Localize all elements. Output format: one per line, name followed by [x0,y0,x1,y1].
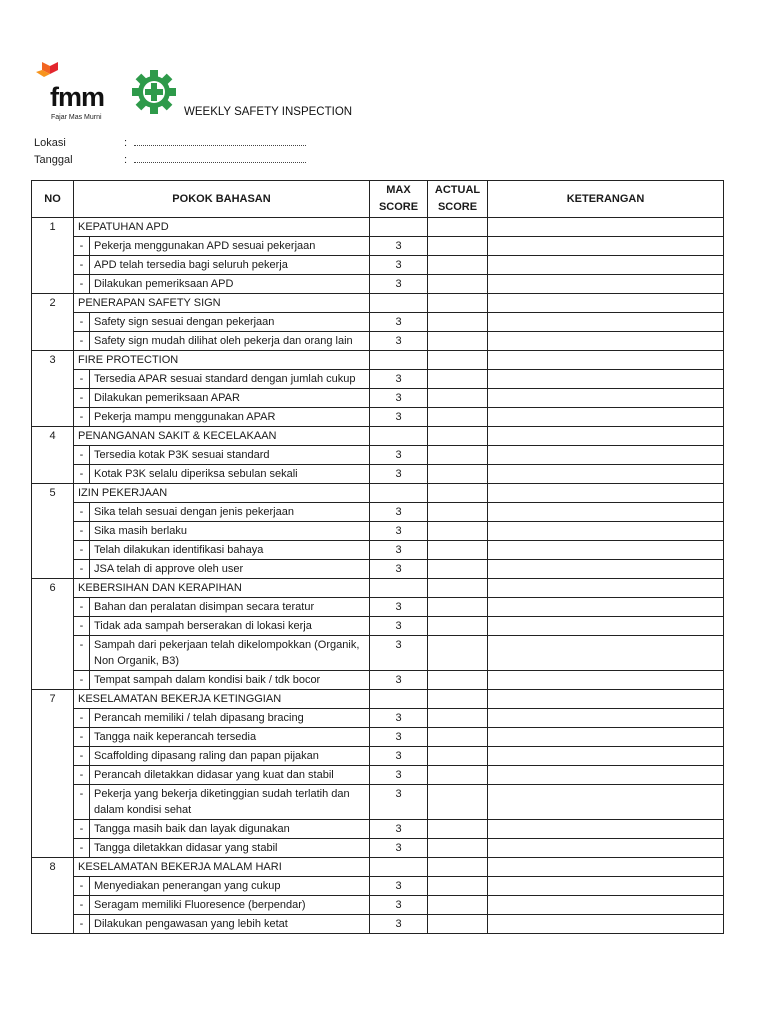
bullet-dash: - [74,541,90,560]
section-notes-cell [488,690,724,709]
section-max-cell [370,218,428,237]
notes-input[interactable] [488,503,724,522]
bullet-dash: - [74,877,90,896]
max-score-value: 3 [370,370,428,389]
bullet-dash: - [74,617,90,636]
bullet-dash: - [74,896,90,915]
section-title: KESELAMATAN BEKERJA MALAM HARI [74,858,370,877]
notes-input[interactable] [488,896,724,915]
notes-input[interactable] [488,598,724,617]
header-no: NO [32,181,74,218]
checklist-row [32,785,724,820]
checklist-item-text: APD telah tersedia bagi seluruh pekerja [90,256,370,275]
checklist-row [32,237,724,256]
max-score-value: 3 [370,766,428,785]
checklist-row [32,636,724,671]
notes-input[interactable] [488,256,724,275]
bullet-dash: - [74,370,90,389]
notes-input[interactable] [488,389,724,408]
section-row [32,427,724,446]
section-row [32,858,724,877]
bullet-dash: - [74,408,90,427]
notes-input[interactable] [488,728,724,747]
max-score-value: 3 [370,839,428,858]
brand-short: fmm [50,82,105,112]
section-row [32,484,724,503]
checklist-item-text: Pekerja menggunakan APD sesuai pekerjaan [90,237,370,256]
actual-score-input[interactable] [428,839,488,858]
max-score-value: 3 [370,275,428,294]
notes-input[interactable] [488,408,724,427]
section-max-cell [370,427,428,446]
actual-score-input[interactable] [428,598,488,617]
checklist-item-text: JSA telah di approve oleh user [90,560,370,579]
section-number: 8 [32,858,74,934]
section-number: 3 [32,351,74,427]
actual-score-input[interactable] [428,785,488,820]
bullet-dash: - [74,237,90,256]
date-blank[interactable] [134,153,306,163]
actual-score-input[interactable] [428,332,488,351]
section-notes-cell [488,218,724,237]
actual-score-input[interactable] [428,747,488,766]
checklist-row [32,747,724,766]
section-max-cell [370,858,428,877]
checklist-row [32,370,724,389]
checklist-row [32,408,724,427]
max-score-value: 3 [370,747,428,766]
header-max-score: MAX SCORE [370,181,428,218]
actual-score-input[interactable] [428,636,488,671]
checklist-item-text: Tangga diletakkan didasar yang stabil [90,839,370,858]
section-notes-cell [488,351,724,370]
checklist-row [32,256,724,275]
checklist-row [32,522,724,541]
checklist-item-text: Perancah diletakkan didasar yang kuat dan stabil [90,766,370,785]
section-actual-cell [428,690,488,709]
inspection-table [31,180,724,934]
notes-input[interactable] [488,709,724,728]
actual-score-input[interactable] [428,389,488,408]
section-row [32,579,724,598]
checklist-item-text: Tangga naik keperancah tersedia [90,728,370,747]
checklist-row [32,839,724,858]
bullet-dash: - [74,313,90,332]
notes-input[interactable] [488,785,724,820]
bullet-dash: - [74,275,90,294]
actual-score-input[interactable] [428,820,488,839]
section-max-cell [370,690,428,709]
section-row [32,690,724,709]
checklist-item-text: Tersedia kotak P3K sesuai standard [90,446,370,465]
notes-input[interactable] [488,915,724,934]
bullet-dash: - [74,915,90,934]
checklist-item-text: Telah dilakukan identifikasi bahaya [90,541,370,560]
notes-input[interactable] [488,820,724,839]
notes-input[interactable] [488,465,724,484]
section-actual-cell [428,351,488,370]
bullet-dash: - [74,636,90,671]
notes-input[interactable] [488,617,724,636]
checklist-row [32,465,724,484]
actual-score-input[interactable] [428,313,488,332]
notes-input[interactable] [488,560,724,579]
checklist-item-text: Kotak P3K selalu diperiksa sebulan sekali [90,465,370,484]
location-field[interactable] [34,136,306,149]
actual-score-input[interactable] [428,617,488,636]
max-score-value: 3 [370,560,428,579]
notes-input[interactable] [488,747,724,766]
bullet-dash: - [74,747,90,766]
checklist-row [32,560,724,579]
checklist-row [32,671,724,690]
section-title: KESELAMATAN BEKERJA KETINGGIAN [74,690,370,709]
actual-score-input[interactable] [428,896,488,915]
max-score-value: 3 [370,785,428,820]
max-score-value: 3 [370,446,428,465]
max-score-value: 3 [370,389,428,408]
bullet-dash: - [74,446,90,465]
notes-input[interactable] [488,313,724,332]
max-score-value: 3 [370,877,428,896]
notes-input[interactable] [488,237,724,256]
checklist-item-text: Tempat sampah dalam kondisi baik / tdk bocor [90,671,370,690]
section-notes-cell [488,427,724,446]
bullet-dash: - [74,839,90,858]
actual-score-input[interactable] [428,256,488,275]
section-title: PENANGANAN SAKIT & KECELAKAAN [74,427,370,446]
section-title: KEBERSIHAN DAN KERAPIHAN [74,579,370,598]
actual-score-input[interactable] [428,446,488,465]
checklist-row [32,728,724,747]
bullet-dash: - [74,598,90,617]
section-row [32,218,724,237]
bullet-dash: - [74,332,90,351]
section-number: 6 [32,579,74,690]
checklist-item-text: Menyediakan penerangan yang cukup [90,877,370,896]
max-score-value: 3 [370,408,428,427]
actual-score-input[interactable] [428,465,488,484]
actual-score-input[interactable] [428,560,488,579]
actual-score-input[interactable] [428,370,488,389]
actual-score-input[interactable] [428,915,488,934]
checklist-row [32,275,724,294]
actual-score-input[interactable] [428,766,488,785]
bullet-dash: - [74,522,90,541]
max-score-value: 3 [370,728,428,747]
checklist-item-text: Perancah memiliki / telah dipasang bracing [90,709,370,728]
checklist-row [32,389,724,408]
section-actual-cell [428,218,488,237]
checklist-item-text: Pekerja yang bekerja diketinggian sudah terlatih dan dalam kondisi sehat [90,785,370,820]
section-number: 4 [32,427,74,484]
location-colon: : [124,137,128,149]
actual-score-input[interactable] [428,728,488,747]
actual-score-input[interactable] [428,877,488,896]
checklist-row [32,313,724,332]
notes-input[interactable] [488,541,724,560]
checklist-item-text: Pekerja mampu menggunakan APAR [90,408,370,427]
actual-score-input[interactable] [428,522,488,541]
actual-score-input[interactable] [428,541,488,560]
checklist-item-text: Bahan dan peralatan disimpan secara teratur [90,598,370,617]
section-actual-cell [428,858,488,877]
actual-score-input[interactable] [428,237,488,256]
bullet-dash: - [74,560,90,579]
section-title: PENERAPAN SAFETY SIGN [74,294,370,313]
notes-input[interactable] [488,446,724,465]
bullet-dash: - [74,671,90,690]
header-topic: POKOK BAHASAN [74,181,370,218]
bullet-dash: - [74,709,90,728]
location-label: Lokasi [34,137,66,149]
date-colon: : [124,154,128,166]
checklist-row [32,446,724,465]
section-notes-cell [488,579,724,598]
date-label: Tanggal [34,154,73,166]
actual-score-input[interactable] [428,275,488,294]
actual-score-input[interactable] [428,503,488,522]
max-score-value: 3 [370,522,428,541]
max-score-value: 3 [370,820,428,839]
location-blank[interactable] [134,136,306,146]
checklist-row [32,617,724,636]
checklist-row [32,541,724,560]
actual-score-input[interactable] [428,709,488,728]
bullet-dash: - [74,465,90,484]
checklist-item-text: Sampah dari pekerjaan telah dikelompokkan (Organik, Non Organik, B3) [90,636,370,671]
checklist-row [32,598,724,617]
checklist-row [32,709,724,728]
table-body [32,218,724,934]
bullet-dash: - [74,766,90,785]
checklist-row [32,877,724,896]
checklist-row [32,503,724,522]
section-notes-cell [488,484,724,503]
section-notes-cell [488,858,724,877]
section-max-cell [370,484,428,503]
checklist-item-text: Sika masih berlaku [90,522,370,541]
notes-input[interactable] [488,877,724,896]
brand-full: Fajar Mas Murni [51,114,102,121]
notes-input[interactable] [488,332,724,351]
notes-input[interactable] [488,636,724,671]
max-score-value: 3 [370,915,428,934]
section-number: 7 [32,690,74,858]
notes-input[interactable] [488,522,724,541]
table-header-row [32,181,724,218]
checklist-item-text: Tersedia APAR sesuai standard dengan jumlah cukup [90,370,370,389]
max-score-value: 3 [370,896,428,915]
max-score-value: 3 [370,671,428,690]
checklist-item-text: Dilakukan pemeriksaan APAR [90,389,370,408]
header-notes: KETERANGAN [488,181,724,218]
max-score-value: 3 [370,503,428,522]
bullet-dash: - [74,820,90,839]
section-actual-cell [428,484,488,503]
checklist-row [32,915,724,934]
document-title: WEEKLY SAFETY INSPECTION [184,106,353,118]
section-title: KEPATUHAN APD [74,218,370,237]
header-actual-score: ACTUAL SCORE [428,181,488,218]
section-title: IZIN PEKERJAAN [74,484,370,503]
section-row [32,294,724,313]
checklist-item-text: Seragam memiliki Fluoresence (berpendar) [90,896,370,915]
max-score-value: 3 [370,617,428,636]
checklist-row [32,766,724,785]
actual-score-input[interactable] [428,671,488,690]
section-title: FIRE PROTECTION [74,351,370,370]
checklist-item-text: Scaffolding dipasang raling dan papan pijakan [90,747,370,766]
checklist-item-text: Sika telah sesuai dengan jenis pekerjaan [90,503,370,522]
notes-input[interactable] [488,766,724,785]
checklist-item-text: Dilakukan pemeriksaan APD [90,275,370,294]
max-score-value: 3 [370,332,428,351]
section-max-cell [370,351,428,370]
checklist-item-text: Tidak ada sampah berserakan di lokasi kerja [90,617,370,636]
section-actual-cell [428,427,488,446]
max-score-value: 3 [370,636,428,671]
notes-input[interactable] [488,275,724,294]
notes-input[interactable] [488,370,724,389]
bullet-dash: - [74,389,90,408]
notes-input[interactable] [488,671,724,690]
actual-score-input[interactable] [428,408,488,427]
bullet-dash: - [74,256,90,275]
checklist-item-text: Safety sign sesuai dengan pekerjaan [90,313,370,332]
bullet-dash: - [74,728,90,747]
max-score-value: 3 [370,313,428,332]
document-header [34,60,434,130]
max-score-value: 3 [370,237,428,256]
max-score-value: 3 [370,709,428,728]
safety-gear-cross-icon [130,68,178,116]
section-max-cell [370,294,428,313]
section-number: 5 [32,484,74,579]
section-notes-cell [488,294,724,313]
checklist-item-text: Tangga masih baik dan layak digunakan [90,820,370,839]
checklist-row [32,820,724,839]
bullet-dash: - [74,503,90,522]
section-max-cell [370,579,428,598]
checklist-item-text: Dilakukan pengawasan yang lebih ketat [90,915,370,934]
date-field[interactable] [34,153,306,166]
max-score-value: 3 [370,465,428,484]
section-actual-cell [428,579,488,598]
section-row [32,351,724,370]
max-score-value: 3 [370,256,428,275]
checklist-row [32,332,724,351]
section-number: 1 [32,218,74,294]
checklist-item-text: Safety sign mudah dilihat oleh pekerja dan orang lain [90,332,370,351]
section-number: 2 [32,294,74,351]
section-actual-cell [428,294,488,313]
checklist-row [32,896,724,915]
bullet-dash: - [74,785,90,820]
max-score-value: 3 [370,541,428,560]
max-score-value: 3 [370,598,428,617]
notes-input[interactable] [488,839,724,858]
